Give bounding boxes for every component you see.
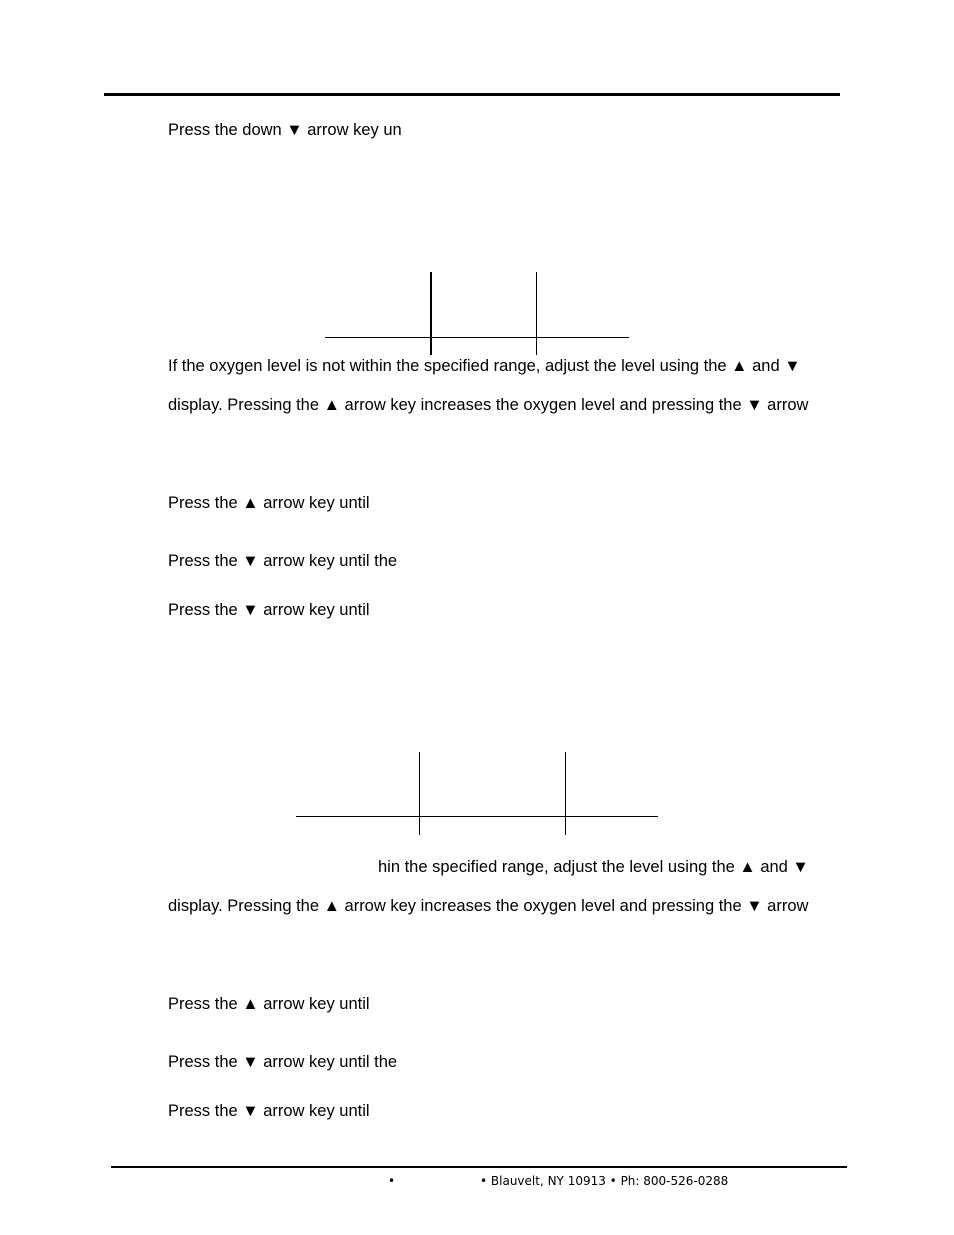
header-rule	[104, 93, 840, 96]
footer-bullet: •	[388, 1174, 396, 1188]
diagram-1-divider-left	[430, 272, 432, 355]
instruction-press-up-2: Press the ▲ arrow key until	[168, 995, 370, 1013]
instruction-press-down-until-1: Press the ▼ arrow key until	[168, 601, 370, 619]
instruction-press-down-until-2: Press the ▼ arrow key until	[168, 1102, 370, 1120]
diagram-2-divider-left	[419, 752, 420, 835]
diagram-2-horizontal-line	[296, 816, 658, 817]
instruction-press-down-until-the-1: Press the ▼ arrow key until the	[168, 552, 398, 570]
footer-address: • Blauvelt, NY 10913 • Ph: 800-526-0288	[480, 1174, 729, 1188]
instruction-press-down-1: Press the down ▼ arrow key un	[168, 121, 402, 139]
instruction-press-down-until-the-2: Press the ▼ arrow key until the	[168, 1053, 398, 1071]
diagram-2-divider-right	[565, 752, 566, 835]
footer-rule	[111, 1166, 847, 1168]
instruction-press-up-1: Press the ▲ arrow key until	[168, 494, 370, 512]
instruction-display-pressing-1: display. Pressing the ▲ arrow key increases the oxygen level and pressing the ▼ arrow	[168, 396, 809, 414]
instruction-adjust-range-1: If the oxygen level is not within the specified range, adjust the level using the ▲ and ▼	[168, 357, 801, 375]
instruction-adjust-range-2: hin the specified range, adjust the level using the ▲ and ▼	[378, 858, 809, 876]
instruction-display-pressing-2: display. Pressing the ▲ arrow key increases the oxygen level and pressing the ▼ arrow	[168, 897, 809, 915]
diagram-1-horizontal-line	[325, 337, 629, 338]
diagram-1-divider-right	[536, 272, 537, 355]
